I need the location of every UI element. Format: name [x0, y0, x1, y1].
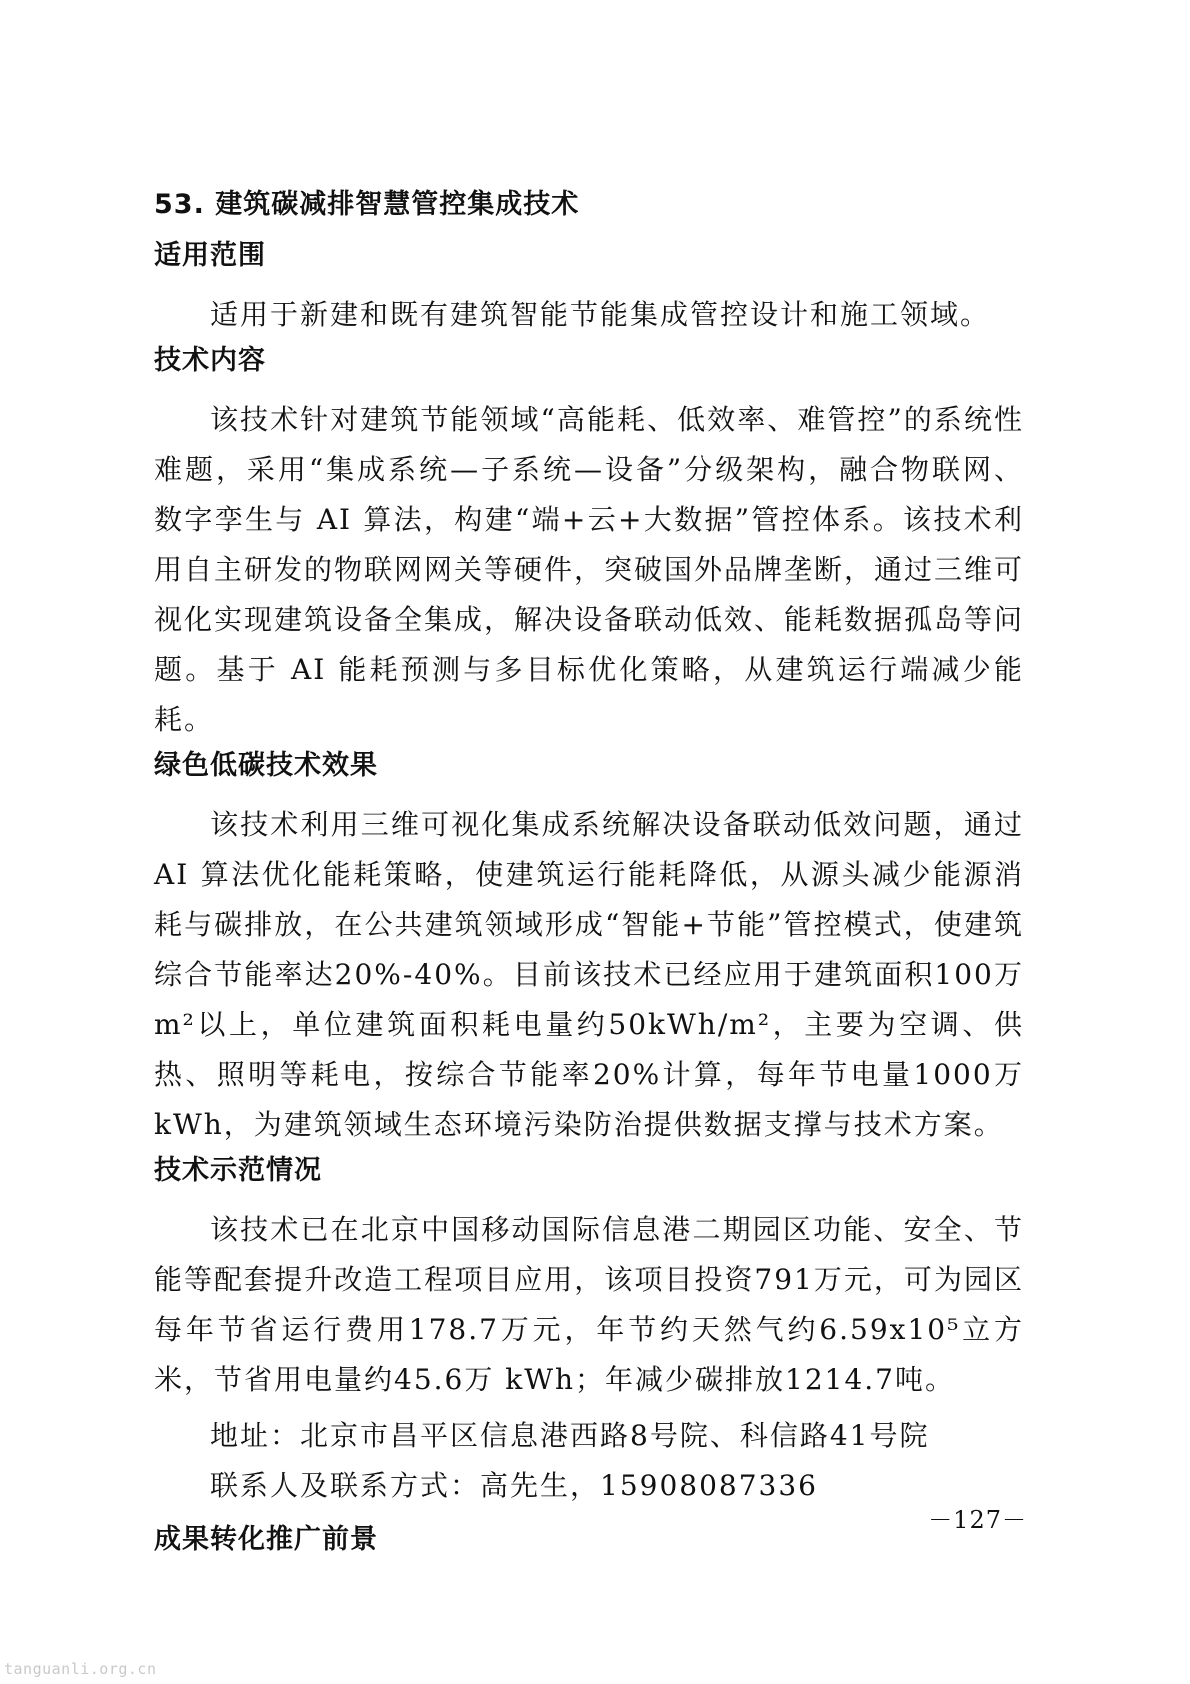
paragraph-demonstration: 该技术已在北京中国移动国际信息港二期园区功能、安全、节能等配套提升改造工程项目应用，该项目投资791万元，可为园区每年节省运行费用178.7万元，年节约天然气约6.59x10⁵立方米，节省用电量约45.6万 kWh；年减少碳排放1214.7吨。 [154, 1213, 1024, 1396]
paragraph-scope: 适用于新建和既有建筑智能节能集成管控设计和施工领域。 [210, 298, 991, 331]
watermark: tanguanli.org.cn [4, 1660, 157, 1678]
page-number: －127－ [928, 1506, 1027, 1534]
paragraph-content: 该技术针对建筑节能领域“高能耗、低效率、难管控”的系统性难题，采用“集成系统—子系统—设备”分级架构，融合物联网、数字孪生与 AI 算法，构建“端+云+大数据”管控体系。该技术利用自主研发的物联网网关等硬件，突破国外品牌垄断，通过三维可视化实现建筑设备全集成，解决设备联动低效、能耗数据孤岛等问题。基于 AI 能耗预测与多目标优化策略，从建筑运行端减少能耗。 [154, 403, 1025, 736]
section-heading-effect: 绿色低碳技术效果 [154, 750, 378, 781]
section-heading-prospects: 成果转化推广前景 [154, 1524, 378, 1555]
document-page [154, 190, 1024, 1574]
address-line: 地址：北京市昌平区信息港西路8号院、科信路41号院 [210, 1419, 930, 1452]
section-heading-demonstration: 技术示范情况 [154, 1155, 322, 1186]
section-heading-scope: 适用范围 [154, 240, 266, 271]
document-title: 53. 建筑碳减排智慧管控集成技术 [154, 189, 580, 220]
section-heading-content: 技术内容 [154, 345, 266, 376]
paragraph-effect: 该技术利用三维可视化集成系统解决设备联动低效问题，通过AI 算法优化能耗策略，使建筑运行能耗降低，从源头减少能源消耗与碳排放，在公共建筑领域形成“智能+节能”管控模式，使建筑综合节能率达20%-40%。目前该技术已经应用于建筑面积100万 m²以上，单位建筑面积耗电量约50kWh/m²，主要为空调、供热、照明等耗电，按综合节能率20%计算，每年节电量1000万 kWh，为建筑领域生态环境污染防治提供数据支撑与技术方案。 [154, 808, 1024, 1141]
contact-line: 联系人及联系方式：高先生，15908087336 [210, 1469, 818, 1502]
